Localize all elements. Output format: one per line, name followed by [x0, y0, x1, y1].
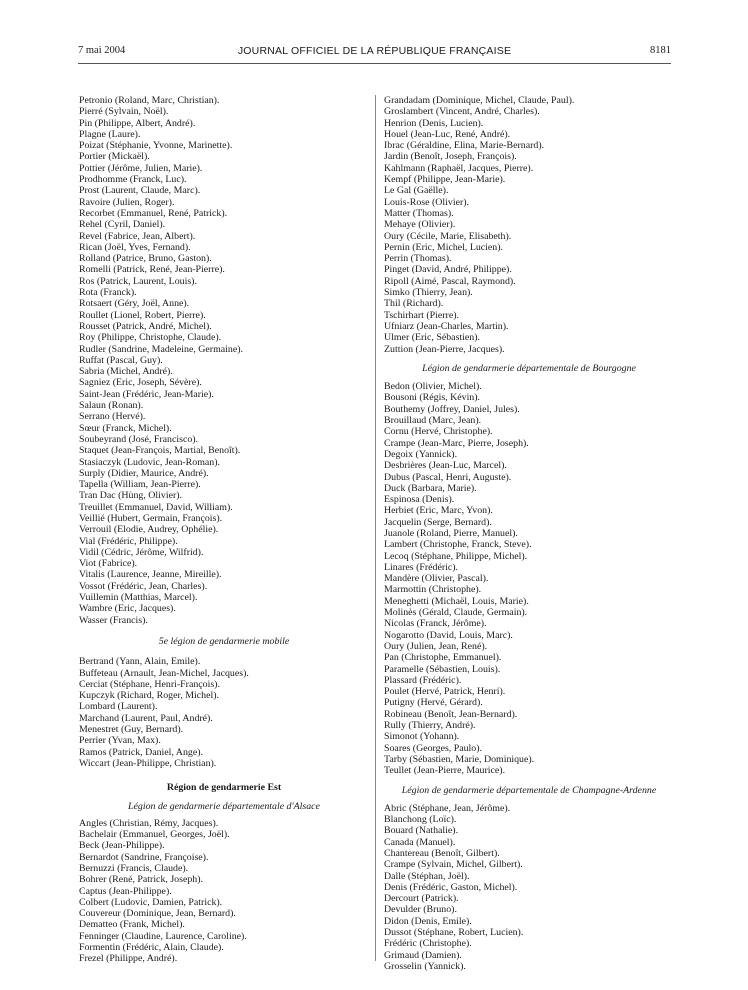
list-item: Bouard (Nathalie). — [384, 825, 459, 837]
list-item: Tran Dac (Hùng, Olivier). — [79, 490, 183, 502]
list-item: Buffeteau (Arnault, Jean-Michel, Jacques). — [79, 667, 249, 679]
list-item: Brouillaud (Marc, Jean). — [384, 415, 482, 427]
list-item: Wasser (Francis). — [79, 614, 148, 626]
list-item: Grandadam (Dominique, Michel, Claude, Paul). — [384, 95, 575, 106]
list-item: Crampe (Jean-Marc, Pierre, Joseph). — [384, 437, 529, 449]
list-item: Ibrac (Géraldine, Elina, Marie-Bernard). — [384, 140, 545, 152]
list-item: Treuillet (Emmanuel, David, William). — [79, 501, 233, 513]
name-list-champagne — [384, 803, 674, 972]
list-item: Bedon (Olivier, Michel). — [384, 381, 482, 393]
list-item: Recorbet (Emmanuel, René, Patrick). — [79, 207, 228, 219]
list-item: Meneghetti (Michaël, Louis, Marie). — [384, 595, 529, 607]
list-item: Rully (Thierry, André). — [384, 720, 476, 732]
list-item: Bouthemy (Joffrey, Daniel, Jules). — [384, 403, 520, 415]
list-item: Marmottin (Christophe). — [384, 584, 482, 596]
left-column — [79, 95, 369, 965]
list-item: Mandère (Olivier, Pascal). — [384, 573, 489, 585]
list-item: Sabria (Michel, André). — [79, 366, 173, 378]
name-list-mobile — [79, 656, 369, 769]
list-item: Ramos (Patrick, Daniel, Ange). — [79, 746, 203, 758]
list-item: Dussot (Stéphane, Robert, Lucien). — [384, 927, 524, 939]
list-item: Nogarotto (David, Louis, Marc). — [384, 629, 513, 641]
list-item: Soubeyrand (José, Francisco). — [79, 433, 199, 445]
list-item: Simko (Thierry, Jean). — [384, 287, 473, 299]
list-item: Tschirhart (Pierre). — [384, 309, 459, 321]
list-item: Espinosa (Denis). — [384, 494, 455, 506]
list-item: Denis (Frédéric, Gaston, Michel). — [384, 881, 518, 893]
list-item: Degoix (Yannick). — [384, 448, 458, 460]
page-header — [78, 45, 671, 59]
list-item: Bachelair (Emmanuel, Georges, Joël). — [79, 829, 230, 841]
list-item: Viot (Fabrice). — [79, 558, 138, 570]
list-item: Duck (Barbara, Marie). — [384, 482, 477, 494]
list-item: Ruffat (Pascal, Guy). — [79, 354, 163, 366]
list-item: Roy (Philippe, Christophe, Claude). — [79, 332, 222, 344]
list-item: Rolland (Patrice, Bruno, Gaston). — [79, 253, 212, 265]
list-item: Bertrand (Yann, Alain, Emile). — [79, 656, 201, 668]
list-item: Jardin (Benoît, Joseph, François). — [384, 151, 517, 163]
list-item: Verrouil (Elodie, Audrey, Ophélie). — [79, 524, 219, 536]
list-item: Wiccart (Jean-Philippe, Christian). — [79, 757, 217, 769]
list-item: Poizat (Stéphanie, Yvonne, Marinette). — [79, 140, 233, 152]
list-item: Nicolas (Franck, Jérôme). — [384, 618, 487, 630]
list-item: Poulet (Hervé, Patrick, Henri). — [384, 686, 506, 698]
section-heading-mobile: 5e légion de gendarmerie mobile — [158, 635, 290, 647]
list-item: Surply (Didier, Maurice, André). — [79, 467, 209, 479]
list-item: Rousset (Patrick, André, Michel). — [79, 320, 212, 332]
list-item: Canada (Manuel). — [384, 836, 456, 848]
list-item: Thil (Richard). — [384, 298, 444, 310]
list-item: Oury (Julien, Jean, René). — [384, 640, 488, 652]
list-item: Romelli (Patrick, René, Jean-Pierre). — [79, 264, 225, 276]
list-item: Robineau (Benoît, Jean-Bernard). — [384, 708, 518, 720]
list-item: Menestret (Guy, Bernard). — [79, 724, 184, 736]
list-item: Kempf (Philippe, Jean-Marie). — [384, 174, 506, 186]
list-item: Sagniez (Eric, Joseph, Sévère). — [79, 377, 202, 389]
list-item: Frédéric (Christophe). — [384, 938, 472, 950]
list-item: Frezel (Philippe, André). — [79, 953, 178, 965]
list-item: Bernardot (Sandrine, Françoise). — [79, 851, 209, 863]
list-item: Pan (Christophe, Emmanuel). — [384, 652, 502, 664]
list-item: Pin (Philippe, Albert, André). — [79, 117, 196, 129]
list-item: Vial (Frédéric, Philippe). — [79, 535, 178, 547]
column-divider — [375, 95, 376, 961]
list-item: Grosselin (Yannick). — [384, 960, 466, 972]
list-item: Lecoq (Stéphane, Philippe, Michel). — [384, 550, 528, 562]
journal-title: JOURNAL OFFICIEL DE LA RÉPUBLIQUE FRANÇAISE — [237, 45, 512, 57]
list-item: Sœur (Franck, Michel). — [79, 422, 172, 434]
list-item: Beck (Jean-Philippe). — [79, 840, 165, 852]
list-item: Colbert (Ludovic, Damien, Patrick). — [79, 896, 223, 908]
list-item: Mehaye (Olivier). — [384, 219, 456, 231]
list-item: Louis-Rose (Olivier). — [384, 196, 470, 208]
list-item: Vuillemin (Matthias, Marcel). — [79, 592, 198, 604]
list-item: Chantereau (Benoît, Gilbert). — [384, 848, 500, 859]
list-item: Fenninger (Claudine, Laurence, Caroline). — [79, 930, 247, 942]
section-heading-champagne: Légion de gendarmerie départementale de Champagne-Ardenne — [401, 784, 657, 796]
list-item: Rota (Franck). — [79, 287, 137, 299]
page-number: 8181 — [650, 45, 671, 56]
list-item: Simonot (Yohann). — [384, 731, 460, 743]
list-item: Pinget (David, André, Philippe). — [384, 264, 512, 276]
list-item: Bousoni (Régis, Kévin). — [384, 392, 481, 404]
list-item: Bohrer (René, Patrick, Joseph). — [79, 874, 203, 886]
list-item: Linares (Frédéric). — [384, 561, 459, 573]
list-item: Soares (Georges, Paulo). — [384, 742, 482, 754]
list-item: Tarby (Sébastien, Marie, Dominique). — [384, 753, 535, 765]
list-item: Groslambert (Vincent, André, Charles). — [384, 106, 540, 118]
list-item: Rotsaert (Géry, Joël, Anne). — [79, 298, 190, 310]
list-item: Marchand (Laurent, Paul, André). — [79, 712, 213, 724]
list-item: Herbiet (Eric, Marc, Yvon). — [384, 505, 493, 517]
list-item: Dubus (Pascal, Henri, Auguste). — [384, 471, 512, 483]
list-item: Serrano (Hervé). — [79, 411, 146, 423]
list-item: Rican (Joël, Yves, Fernand). — [79, 241, 191, 253]
list-item: Saint-Jean (Frédéric, Jean-Marie). — [79, 388, 214, 400]
list-item: Vidil (Cédric, Jérôme, Wilfrid). — [79, 546, 204, 558]
list-item: Roullet (Lionel, Robert, Pierre). — [79, 309, 206, 321]
list-item: Ulmer (Eric, Sébastien). — [384, 332, 480, 344]
list-item: Kahlmann (Raphaël, Jacques, Pierre). — [384, 162, 534, 174]
list-item: Houel (Jean-Luc, René, André). — [384, 128, 511, 140]
list-item: Teullet (Jean-Pierre, Maurice). — [384, 765, 506, 777]
list-item: Henrion (Denis, Lucien). — [384, 117, 484, 129]
list-item: Cerciat (Stéphane, Henri-François). — [79, 678, 220, 690]
list-item: Veillié (Hubert, Germain, François). — [79, 512, 223, 524]
list-item: Devulder (Bruno). — [384, 904, 457, 916]
list-item: Staquet (Jean-François, Martial, Benoît). — [79, 445, 241, 457]
name-list — [384, 95, 674, 355]
list-item: Cornu (Hervé, Christophe). — [384, 426, 493, 438]
list-item: Wambre (Eric, Jacques). — [79, 603, 176, 615]
list-item: Captus (Jean-Philippe). — [79, 885, 172, 897]
list-item: Pottier (Jérôme, Julien, Marie). — [79, 162, 203, 174]
list-item: Bernuzzi (Francis, Claude). — [79, 863, 189, 874]
list-item: Perrin (Thomas). — [384, 253, 452, 265]
issue-date: 7 mai 2004 — [78, 45, 126, 56]
list-item: Formentin (Frédéric, Alain, Claude). — [79, 942, 224, 954]
list-item: Perrier (Yvan, Max). — [79, 735, 161, 747]
list-item: Jacquelin (Serge, Bernard). — [384, 516, 492, 528]
list-item: Portier (Mickaël). — [79, 151, 150, 163]
list-item: Revel (Fabrice, Jean, Albert). — [79, 230, 196, 242]
list-item: Couvereur (Dominique, Jean, Bernard). — [79, 908, 236, 920]
list-item: Pierré (Sylvain, Noël). — [79, 106, 169, 118]
list-item: Kupczyk (Richard, Roger, Michel). — [79, 690, 220, 702]
list-item: Crampe (Sylvain, Michel, Gilbert). — [384, 859, 523, 871]
list-item: Putigny (Hervé, Gérard). — [384, 697, 483, 709]
section-heading-alsace: Légion de gendarmerie départementale d'Alsace — [128, 800, 320, 812]
list-item: Rudler (Sandrine, Madeleine, Germaine). — [79, 343, 243, 355]
list-item: Dalle (Stéphan, Joël). — [384, 870, 470, 882]
name-list-bourgogne — [384, 381, 674, 776]
name-list-alsace — [79, 818, 369, 965]
list-item: Paramelle (Sébastien, Louis). — [384, 663, 501, 675]
name-list — [79, 95, 369, 626]
list-item: Stasiaczyk (Ludovic, Jean-Roman). — [79, 456, 220, 468]
region-heading: Région de gendarmerie Est — [166, 782, 282, 794]
list-item: Rehel (Cyril, Daniel). — [79, 219, 166, 231]
section-heading-bourgogne: Légion de gendarmerie départementale de Bourgogne — [422, 362, 636, 374]
list-item: Desbrières (Jean-Luc, Marcel). — [384, 460, 507, 472]
list-item: Molinès (Gérald, Claude, Germain). — [384, 607, 528, 619]
list-item: Dercourt (Patrick). — [384, 893, 459, 905]
list-item: Ufniarz (Jean-Charles, Martin). — [384, 320, 509, 332]
list-item: Prodhomme (Franck, Luc). — [79, 174, 187, 186]
list-item: Didon (Denis, Emile). — [384, 915, 472, 927]
list-item: Grimaud (Damien). — [384, 949, 462, 961]
list-item: Ravoire (Julien, Roger). — [79, 196, 175, 208]
list-item: Matter (Thomas). — [384, 207, 454, 219]
list-item: Ros (Patrick, Laurent, Louis). — [79, 275, 197, 287]
list-item: Lambert (Christophe, Franck, Steve). — [384, 539, 532, 551]
list-item: Dematteo (Frank, Michel). — [79, 919, 185, 931]
right-column — [384, 95, 674, 972]
list-item: Angles (Christian, Rémy, Jacques). — [79, 817, 219, 829]
list-item: Ripoll (Aimé, Pascal, Raymond). — [384, 275, 516, 287]
list-item: Abric (Stéphane, Jean, Jérôme). — [384, 802, 511, 814]
header-rule — [78, 63, 671, 64]
list-item: Juanole (Roland, Pierre, Manuel). — [384, 527, 518, 539]
list-item: Salaun (Ronan). — [79, 400, 144, 412]
list-item: Lombard (Laurent). — [79, 701, 158, 713]
list-item: Oury (Cécile, Marie, Elisabeth). — [384, 230, 512, 242]
list-item: Blanchong (Loïc). — [384, 814, 457, 826]
list-item: Plassard (Frédéric). — [384, 674, 462, 686]
list-item: Tapella (William, Jean-Pierre). — [79, 479, 201, 491]
list-item: Vitalis (Laurence, Jeanne, Mireille). — [79, 569, 222, 581]
list-item: Pernin (Eric, Michel, Lucien). — [384, 241, 504, 253]
list-item: Prost (Laurent, Claude, Marc). — [79, 185, 201, 197]
list-item: Plagne (Laure). — [79, 128, 141, 140]
list-item: Petronio (Roland, Marc, Christian). — [79, 95, 220, 106]
list-item: Zuttion (Jean-Pierre, Jacques). — [384, 343, 505, 355]
list-item: Le Gal (Gaëlle). — [384, 185, 449, 197]
list-item: Vossot (Frédéric, Jean, Charles). — [79, 580, 208, 592]
